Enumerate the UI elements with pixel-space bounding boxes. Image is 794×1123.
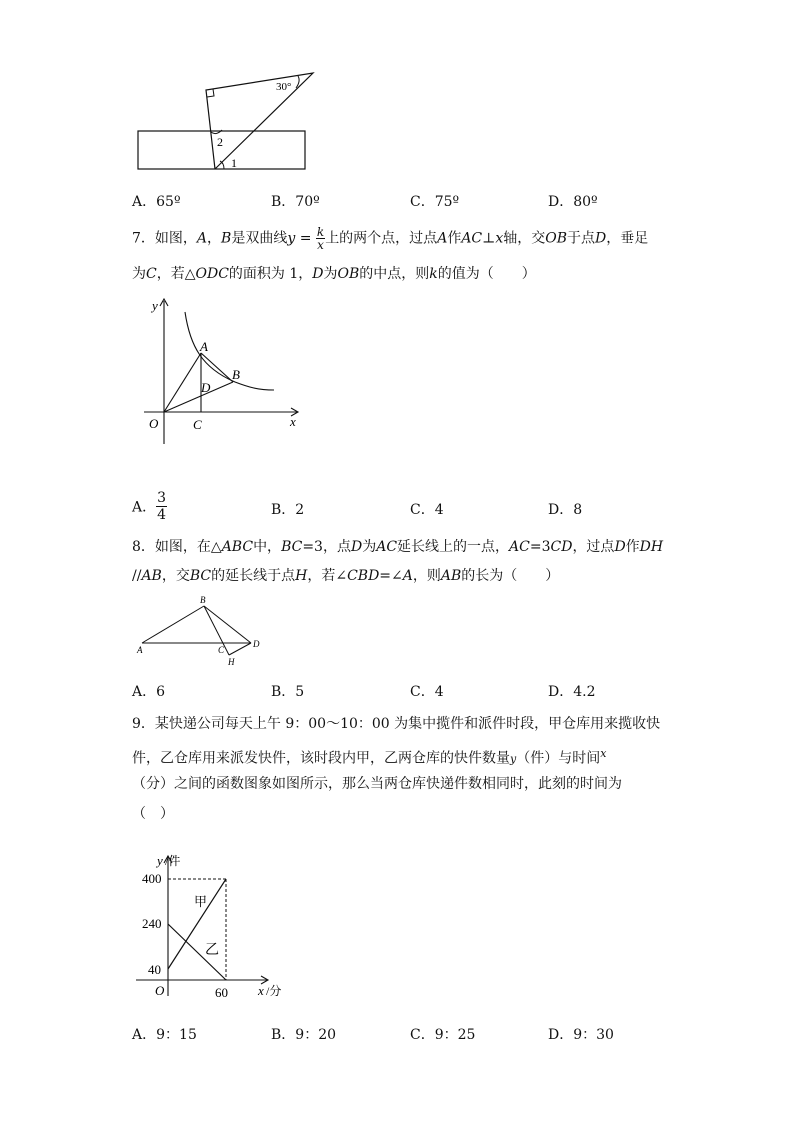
q9-y-unit: /件	[165, 854, 181, 868]
q6-arc-30	[296, 76, 299, 88]
q9-x-label: x	[258, 983, 264, 998]
q8-label-B: B	[200, 595, 206, 605]
q7-option-c-letter: C．	[410, 502, 435, 518]
q7-option-d-letter: D．	[548, 502, 574, 518]
q6-option-c-text: 75º	[434, 194, 460, 210]
q7-fraction-k-over-x: $\frac{k}{x}$	[316, 225, 325, 252]
q7-option-d[interactable]	[548, 499, 582, 519]
q8-option-a[interactable]	[132, 681, 165, 701]
q8-label-C: C	[218, 645, 225, 655]
q9-option-d-text: 9：30	[573, 1027, 614, 1043]
q7-option-c-text: 4	[434, 502, 444, 518]
q6-arc-1	[220, 161, 224, 169]
q8-option-d[interactable]	[548, 681, 596, 701]
q8-option-b-letter: B．	[271, 684, 296, 700]
q9-stem-line1: 9．某快递公司每天上午 9：00～10：00 为集中揽件和派件时段，甲仓库用来揽收快	[132, 716, 661, 732]
q9-tick-60: 60	[215, 985, 228, 1000]
q8-figure	[132, 592, 282, 672]
q7-segment-AB	[201, 353, 233, 382]
q7-label-x: x	[290, 414, 296, 429]
q6-option-d[interactable]	[548, 191, 598, 211]
q7-option-b[interactable]	[271, 499, 304, 519]
q7-figure	[140, 296, 310, 446]
q8-label-H: H	[228, 657, 235, 667]
q6-option-c[interactable]	[410, 191, 459, 211]
q8-label-A: A	[137, 645, 143, 655]
q9-origin-label: O	[155, 983, 165, 998]
q7-option-a[interactable]	[132, 490, 167, 523]
q7-option-c[interactable]	[410, 499, 444, 519]
q8-segment-BH	[204, 606, 229, 655]
q6-option-c-letter: C．	[410, 194, 435, 210]
q8-segment-BD	[204, 606, 251, 643]
q7-stem-line1: 7．如图，A，B是双曲线y = $\frac{k}{x}$ 上的两个点，过点A作AC⊥x轴，交OB于点D，垂足	[132, 225, 649, 252]
q9-tick-400: 400	[142, 871, 162, 886]
q9-option-b-text: 9：20	[295, 1027, 337, 1043]
q9-y-label: y	[157, 853, 163, 868]
q9-option-c-text: 9：25	[434, 1027, 476, 1043]
q9-option-a-letter: A．	[132, 1027, 157, 1043]
q9-x-unit: /分	[266, 984, 282, 998]
q9-option-d[interactable]	[548, 1024, 614, 1044]
q7-label-y: y	[152, 298, 158, 313]
q6-option-b[interactable]	[271, 191, 320, 211]
q7-segment-OB	[164, 382, 233, 412]
q8-segment-AB	[142, 606, 204, 643]
q6-label-1: 1	[231, 156, 237, 170]
q8-option-b-text: 5	[295, 684, 305, 700]
q7-option-a-letter: A．	[132, 499, 157, 516]
q9-option-d-letter: D．	[548, 1027, 574, 1043]
q7-label-C: C	[193, 417, 202, 432]
q7-stem-line2: 为C，若△ODC的面积为 1，D为OB的中点，则k的值为（ ）	[132, 266, 536, 282]
q9-series-label-yi: 乙	[205, 943, 219, 958]
q8-option-b[interactable]	[271, 681, 304, 701]
q9-option-a[interactable]	[132, 1024, 197, 1044]
q6-option-d-text: 80º	[573, 194, 598, 210]
q7-label-O: O	[149, 416, 159, 431]
q9-series-label-jia: 甲	[194, 894, 208, 909]
q9-option-c-letter: C．	[410, 1027, 435, 1043]
q6-option-a[interactable]	[132, 191, 181, 211]
q7-option-b-letter: B．	[271, 502, 296, 518]
q6-option-a-letter: A．	[132, 194, 157, 210]
q6-label-30: 30°	[276, 81, 292, 93]
q8-stem-line2: //AB，交BC的延长线于点H，若∠CBD=∠A，则AB的长为（ ）	[132, 568, 560, 584]
q7-label-A: A	[200, 339, 208, 354]
q8-option-d-letter: D．	[548, 684, 574, 700]
q9-option-b-letter: B．	[271, 1027, 296, 1043]
q7-segment-OA	[164, 353, 201, 412]
q8-segment-DH	[229, 643, 251, 655]
q9-option-b[interactable]	[271, 1024, 336, 1044]
q9-option-c[interactable]	[410, 1024, 475, 1044]
q8-option-a-letter: A．	[132, 684, 157, 700]
q6-option-a-text: 65º	[156, 194, 181, 210]
q9-stem-line2: 件，乙仓库用来派发快件，该时段内甲，乙两仓库的快件数量y（件）与时间$^x$	[132, 747, 607, 767]
q9-stem-line4: （ ）	[132, 806, 174, 822]
q7-label-B: B	[232, 367, 240, 382]
q9-option-a-text: 9：15	[156, 1027, 197, 1043]
q8-stem-line1: 8．如图，在△ABC中，BC=3，点D为AC延长线上的一点，AC=3CD，过点D作DH	[132, 539, 664, 555]
q8-option-a-text: 6	[156, 684, 166, 700]
q6-option-d-letter: D．	[548, 194, 574, 210]
q7-option-a-fraction: $\frac{3}{4}$	[157, 490, 167, 523]
q8-option-c[interactable]	[410, 681, 444, 701]
q9-figure	[132, 848, 302, 1003]
q6-option-b-letter: B．	[271, 194, 296, 210]
q8-label-D: D	[253, 639, 260, 649]
q8-option-c-letter: C．	[410, 684, 435, 700]
q7-label-D: D	[201, 380, 211, 395]
q9-tick-40: 40	[148, 962, 161, 977]
q8-option-d-text: 4.2	[573, 684, 596, 700]
q8-option-c-text: 4	[434, 684, 444, 700]
q9-tick-240: 240	[142, 916, 162, 931]
q6-option-b-text: 70º	[295, 194, 320, 210]
q6-label-2: 2	[217, 135, 223, 149]
q6-figure	[130, 66, 330, 176]
q7-option-b-text: 2	[295, 502, 305, 518]
q9-stem-line3: （分）之间的函数图象如图所示，那么当两仓库快递件数相同时，此刻的时间为	[132, 776, 622, 792]
q7-option-d-text: 8	[573, 502, 583, 518]
